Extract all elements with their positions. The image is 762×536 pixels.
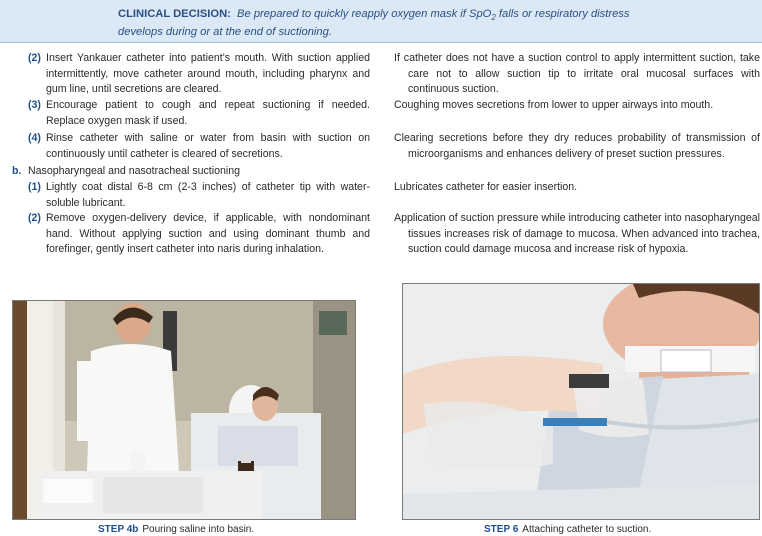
photo-illustration (403, 284, 759, 519)
step-number: (2) (28, 212, 41, 224)
figure-step-label: STEP 6 (484, 524, 519, 535)
step-number: (4) (28, 132, 41, 144)
clinical-decision-text (118, 7, 658, 40)
step-number: (1) (28, 181, 41, 193)
photo-pouring-saline (12, 300, 356, 520)
substep-letter: b. (12, 165, 22, 177)
substep-heading-b (12, 164, 370, 180)
clinical-decision-banner (0, 0, 762, 43)
photo-attaching-catheter (402, 283, 760, 520)
step-number: (3) (28, 99, 41, 111)
photo-illustration (13, 301, 355, 519)
step-row-b1 (12, 180, 370, 211)
step-number: (2) (28, 52, 41, 64)
step-text: Encourage patient to cough and repeat suctioning if needed. Replace oxygen mask if used. (46, 99, 370, 127)
figure-caption-step-4b (98, 524, 254, 536)
clinical-decision-message: Be prepared to quickly reapply oxygen mask if SpO$_2$ falls or respiratory distress develops during or at the end of suctioning. (118, 8, 630, 39)
rationale-text: Clearing secretions before they dry reduces probability of transmission of microorganisms and enhances delivery of preset suction pressures. (394, 132, 760, 160)
rationale-step-3 (394, 98, 760, 114)
figure-caption-text: Pouring saline into basin. (142, 524, 255, 535)
step-row-2 (12, 51, 370, 98)
rationale-text: Coughing moves secretions from lower to upper airways into mouth. (394, 99, 714, 111)
step-row-b2 (12, 211, 370, 258)
step-row-3 (12, 98, 370, 129)
rationale-step-2 (394, 51, 760, 98)
step-text: Rinse catheter with saline or water from basin with suction on continuously until catheter is cleared of secretions. (46, 132, 370, 160)
rationale-text: If catheter does not have a suction control to apply intermittent suction, take care not to allow suction tip to irritate oral mucosal surfaces with continuous suction. (394, 52, 760, 96)
substep-title: Nasopharyngeal and nasotracheal suctioning (28, 165, 241, 177)
step-text: Insert Yankauer catheter into patient's mouth. With suction applied intermittently, move catheter around mouth, including pharynx and gum line, until secretions are cleared. (46, 52, 370, 96)
step-text: Lightly coat distal 6-8 cm (2-3 inches) of catheter tip with water-soluble lubricant. (46, 181, 370, 209)
figure-caption-text: Attaching catheter to suction. (522, 524, 652, 535)
step-text: Remove oxygen-delivery device, if applicable, with nondominant hand. Without applying suction and using dominant thumb and forefinger, gently insert catheter into naris during inhalation. (46, 212, 370, 256)
step-row-4 (12, 131, 370, 162)
clinical-decision-label: CLINICAL DECISION: (118, 8, 231, 20)
rationale-text: Application of suction pressure while introducing catheter into nasopharyngeal tissues increases risk of damage to mucosa. When advanced into trachea, suction could damage mucosa and increase risk of hypoxia. (394, 212, 760, 256)
figure-step-label: STEP 4b (98, 524, 139, 535)
rationale-text: Lubricates catheter for easier insertion. (394, 181, 578, 193)
rationale-step-b1 (394, 180, 760, 196)
rationale-step-4 (394, 131, 760, 162)
figure-caption-step-6 (484, 524, 651, 536)
rationale-step-b2 (394, 211, 760, 258)
